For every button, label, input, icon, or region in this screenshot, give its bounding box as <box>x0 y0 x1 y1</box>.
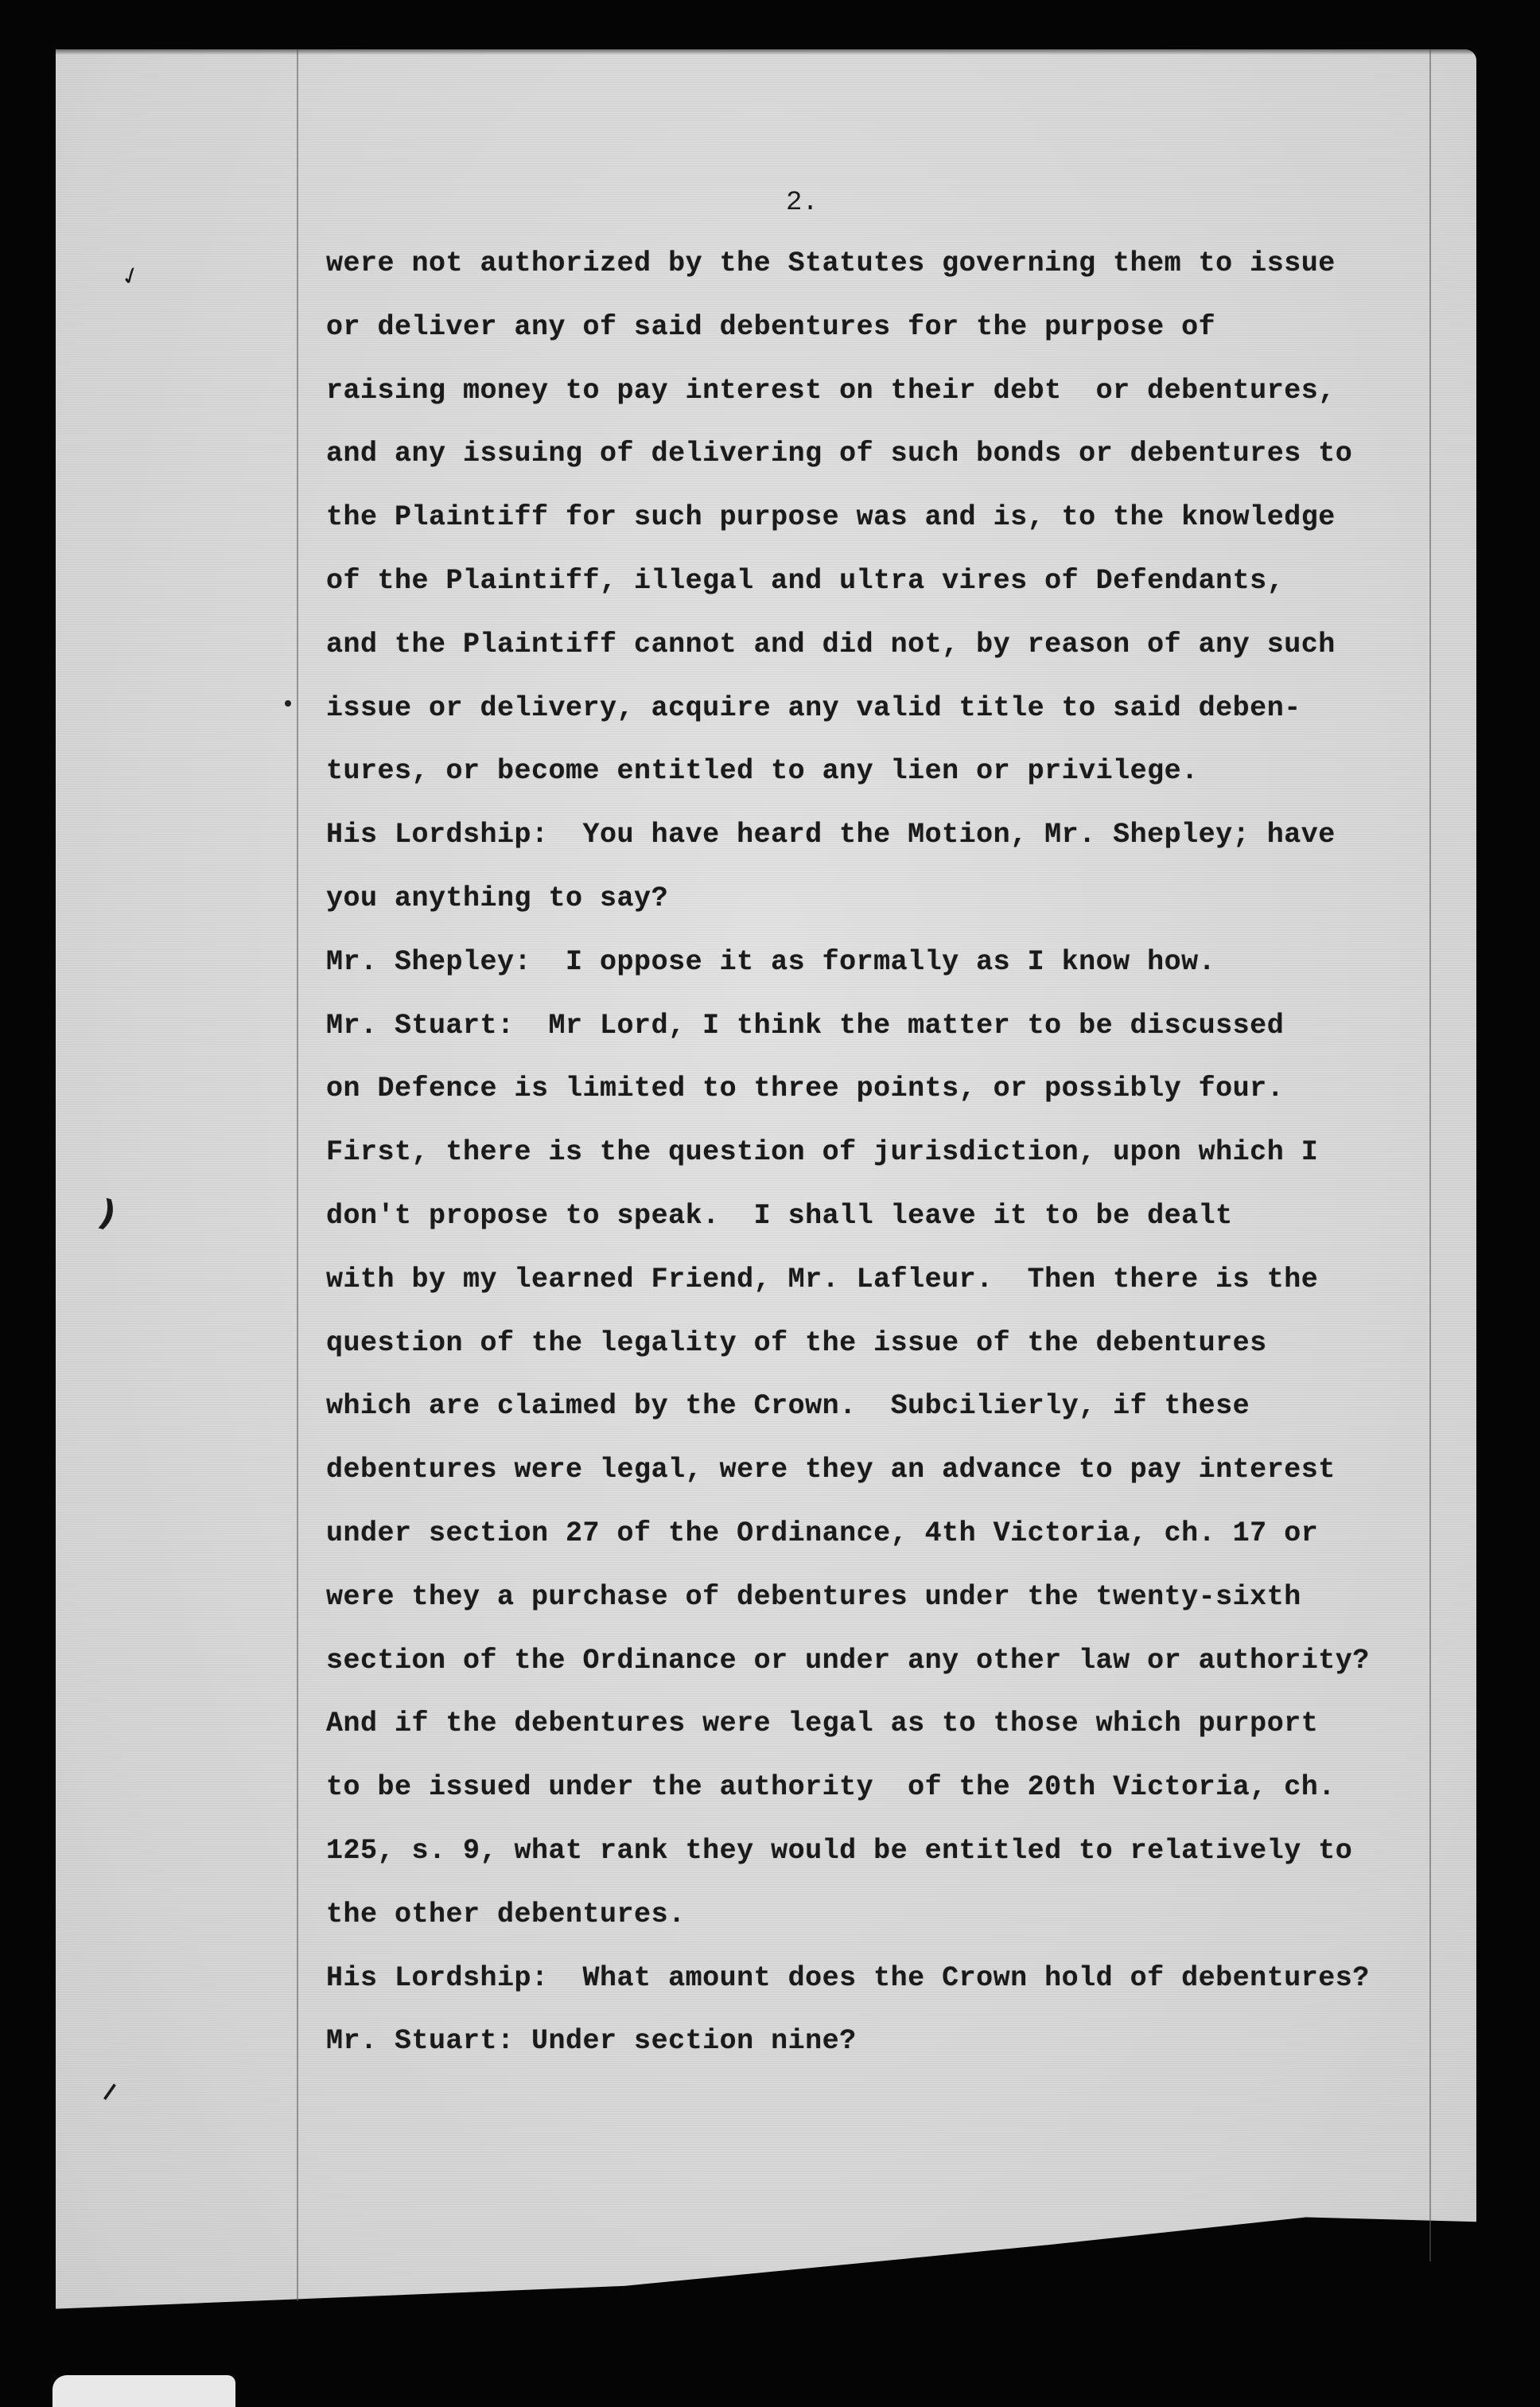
speaker-line: Mr. Stuart: Under section nine? <box>326 2025 857 2058</box>
handwritten-tick-icon: ✓ <box>116 259 146 294</box>
film-frame-tab <box>52 2375 235 2407</box>
text-line: or deliver any of said debentures for the purpose of <box>326 310 1216 343</box>
speaker-line: His Lordship: You have heard the Motion, Mr. Shepley; have <box>326 819 1336 851</box>
text-line: with by my learned Friend, Mr. Lafleur. Then there is the <box>326 1263 1319 1295</box>
text-line: question of the legality of the issue of the debentures <box>326 1326 1267 1359</box>
text-line: issue or delivery, acquire any valid title to said deben- <box>326 691 1301 724</box>
text-line: and the Plaintiff cannot and did not, by reason of any such <box>326 628 1336 660</box>
text-line: you anything to say? <box>326 882 669 914</box>
text-line: were not authorized by the Statutes governing them to issue <box>326 247 1336 279</box>
text-line: the other debentures. <box>326 1898 686 1930</box>
text-line: under section 27 of the Ordinance, 4th Victoria, ch. 17 or <box>326 1517 1319 1549</box>
text-line: First, there is the question of jurisdiction, upon which I <box>326 1136 1319 1169</box>
page-top-edge-shadow <box>56 44 1476 55</box>
text-line: of the Plaintiff, illegal and ultra vires of Defendants, <box>326 564 1285 597</box>
text-line: tures, or become entitled to any lien or privilege. <box>326 755 1199 788</box>
page-number: 2. <box>786 188 819 218</box>
margin-dot-mark <box>285 700 291 707</box>
text-line: and any issuing of delivering of such bonds or debentures to <box>326 438 1353 470</box>
text-line: debentures were legal, were they an advance to pay interest <box>326 1454 1336 1486</box>
text-line: to be issued under the authority of the 20th Victoria, ch. <box>326 1771 1336 1804</box>
speaker-line: Mr. Shepley: I oppose it as formally as I know how. <box>326 945 1216 978</box>
text-line: which are claimed by the Crown. Subcilierly, if these <box>326 1390 1250 1423</box>
speaker-line: His Lordship: What amount does the Crown hold of debentures? <box>326 1961 1370 1994</box>
text-line: raising money to pay interest on their debt or debentures, <box>326 374 1336 407</box>
text-line: And if the debentures were legal as to those which purport <box>326 1708 1319 1740</box>
text-line: 125, s. 9, what rank they would be entitled to relatively to <box>326 1834 1353 1867</box>
handwritten-hook-icon: ⸍ <box>99 2077 123 2121</box>
text-line: the Plaintiff for such purpose was and is, to the knowledge <box>326 501 1336 534</box>
text-line: on Defence is limited to three points, or possibly four. <box>326 1073 1285 1105</box>
typed-transcript-body <box>326 243 1440 2085</box>
text-line: don't propose to speak. I shall leave it to be dealt <box>326 1199 1233 1232</box>
left-margin-rule <box>297 49 298 2301</box>
speaker-line: Mr. Stuart: Mr Lord, I think the matter to be discussed <box>326 1009 1285 1042</box>
handwritten-bracket-icon: ) <box>94 1192 121 1236</box>
text-line: section of the Ordinance or under any other law or authority? <box>326 1644 1370 1677</box>
text-line: were they a purchase of debentures under the twenty-sixth <box>326 1580 1301 1613</box>
